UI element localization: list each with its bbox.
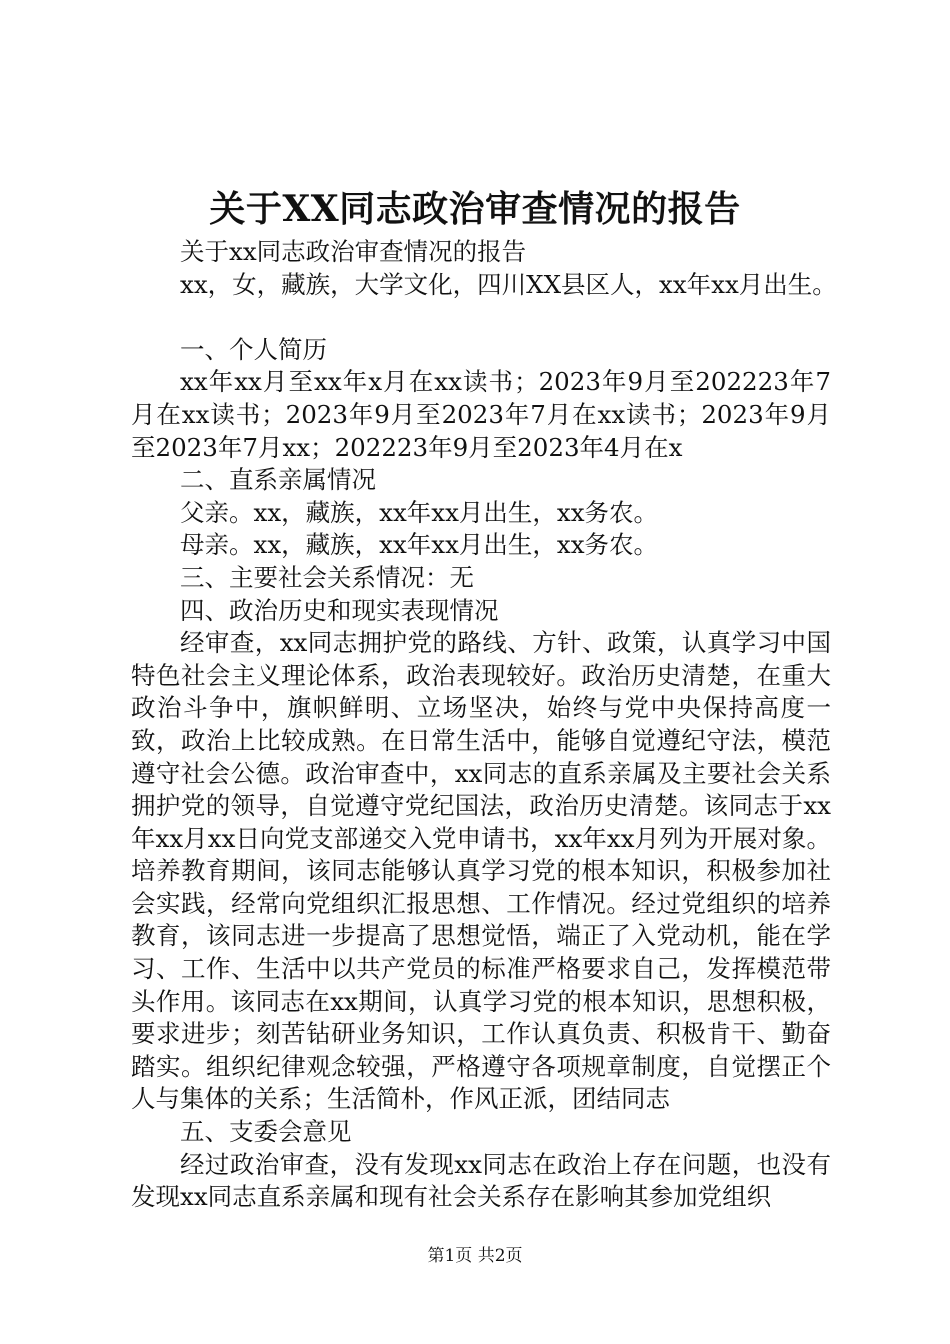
page-footer: 第1页 共2页 (427, 1246, 523, 1266)
document-title: 关于XX同志政治审查情况的报告 (209, 188, 741, 230)
political-paragraph: 经审查，xx同志拥护党的路线、方针、政策，认真学习中国特色社会主义理论体系，政治表现较好。政治历史清楚，在重大政治斗争中，旗帜鲜明、立场坚决，始终与党中央保持高度一致，政治上比较成熟。在日常生活中，能够自觉遵纪守法，模范遵守社会公德。政治审查中，xx同志的直系亲属及主要社会关系拥护党的领导，自觉遵守党纪国法，政治历史清楚。该同志于xx年xx月xx日向党支部递交入党申请书，xx年xx月列为开展对象。培养教育期间，该同志能够认真学习党的根本知识，积极参加社会实践，经常向党组织汇报思想、工作情况。经过党组织的培养教育，该同志进一步提高了思想觉悟，端正了入党动机，能在学习、工作、生活中以共产党员的标准严格要求自己，发挥模范带头作用。该同志在xx期间，认真学习党的根本知识，思想积极，要求进步；刻苦钻研业务知识，工作认真负责、积极肯干、勤奋踏实。组织纪律观念较强，严格遵守各项规章制度，自觉摆正个人与集体的关系；生活简朴，作风正派，团结同志 (131, 628, 831, 1114)
paragraph-gap (131, 301, 831, 334)
committee-paragraph: 经过政治审查，没有发现xx同志在政治上存在问题，也没有发现xx同志直系亲属和现有社会关系存在影响其参加党组织 (131, 1149, 831, 1212)
section-heading-relatives: 二、直系亲属情况 (180, 465, 376, 495)
document-body (131, 236, 837, 1214)
mother-paragraph: 母亲。xx，藏族，xx年xx月出生，xx务农。 (180, 530, 659, 560)
document-subtitle: 关于xx同志政治审查情况的报告 (180, 237, 527, 266)
section-heading-resume: 一、个人简历 (180, 334, 327, 364)
intro-paragraph: xx，女，藏族，大学文化，四川XX县区人，xx年xx月出生。 (180, 269, 837, 299)
section-heading-committee: 五、支委会意见 (180, 1117, 352, 1147)
section-heading-social: 三、主要社会关系情况：无 (180, 562, 474, 592)
resume-paragraph: xx年xx月至xx年x月在xx读书；2023年9月至202223年7月在xx读书；2023年9月至2023年7月在xx读书；2023年9月至2023年7月xx；202223年9月至2023年4月在x (131, 367, 831, 462)
section-heading-political: 四、政治历史和现实表现情况 (180, 595, 499, 625)
father-paragraph: 父亲。xx，藏族，xx年xx月出生，xx务农。 (180, 497, 659, 527)
